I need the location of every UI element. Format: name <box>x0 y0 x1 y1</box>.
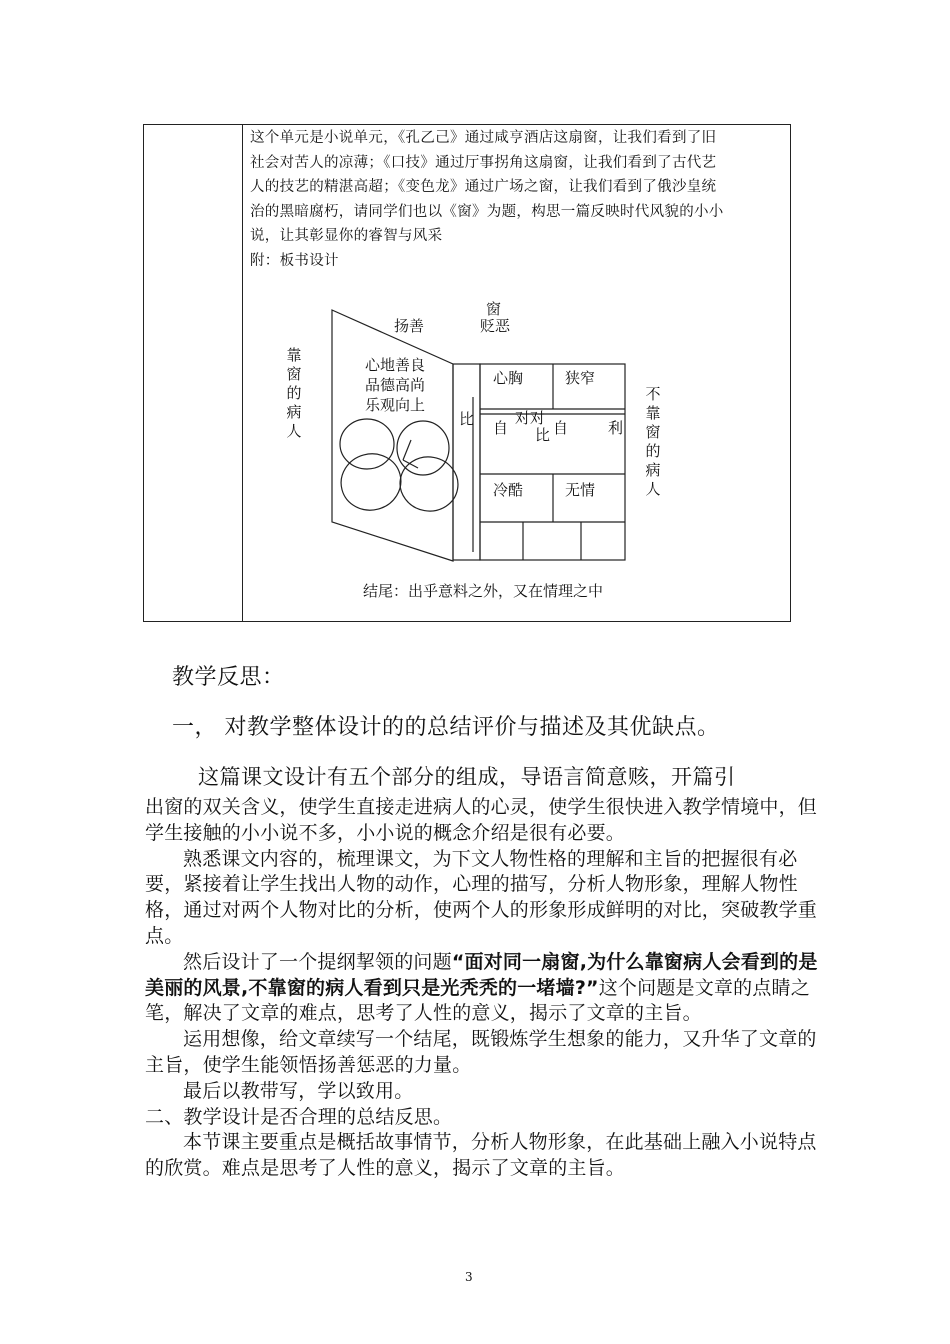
paragraph-3-post: 这个问题是文章的点睛之笔，解决了文章的难点，思考了人性的意义，揭示了文章的主旨。 <box>145 976 810 1025</box>
zi2-label: 自 <box>553 419 569 437</box>
trait-line: 品德高尚 <box>365 376 426 394</box>
table-cell-text <box>250 126 786 274</box>
cell-line: 社会对苦人的凉薄；《口技》通过厅事拐角这扇窗，让我们看到了古代艺 <box>250 154 717 171</box>
promote-good-label: 扬善 <box>394 317 425 335</box>
petal <box>340 419 394 469</box>
paragraph-6: 本节课主要重点是概括故事情节，分析人物形象，在此基础上融入小说特点的欣赏。难点是思考了人性的意义，揭示了文章的主旨。 <box>145 1131 817 1180</box>
paragraph-2: 熟悉课文内容的，梳理课文，为下文人物性格的理解和主旨的把握很有必要，紧接着让学生找出人物的动作，心理的描写，分析人物形象，理解人物性格，通过对两个人物对比的分析，使两个人的形象形成鲜明的对比，突破教学重点。 <box>145 847 818 947</box>
trait-line: 心地善良 <box>365 356 426 374</box>
reflection-heading-1: 一， 对教学整体设计的的总结评价与描述及其优缺点。 <box>172 715 720 740</box>
paragraph-1-rest: 出窗的双关含义，使学生直接走进病人的心灵，使学生很快进入教学情境中，但学生接触的小小说不多，小小说的概念介绍是很有必要。 <box>145 796 818 844</box>
cell-line: 治的黑暗腐朽，请同学们也以《窗》为题，构思一篇反映时代风貌的小小 <box>250 203 724 220</box>
zi1-label: 自 <box>493 419 509 437</box>
reflection-heading-2: 二、教学设计是否合理的总结反思。 <box>145 1105 453 1128</box>
paragraph-5: 最后以教带写，学以致用。 <box>183 1079 414 1102</box>
cell-line: 说，让其彰显你的睿智与风采 <box>250 228 443 245</box>
cell-line: 这个单元是小说单元，《孔乙己》通过咸亨酒店这扇窗，让我们看到了旧 <box>250 130 717 146</box>
condemn-evil-label: 贬恶 <box>480 317 511 335</box>
bi2-label: 比 <box>535 426 551 444</box>
window-label: 窗 <box>486 300 502 318</box>
paragraph-3 <box>145 950 825 1027</box>
paragraph-4: 运用想像，给文章续写一个结尾，既锻炼学生想象的能力，又升华了文章的主旨，使学生能领悟扬善惩恶的力量。 <box>145 1028 817 1076</box>
cell-line: 人的技艺的精湛高超；《变色龙》通过广场之窗，让我们看到了俄沙皇统 <box>250 179 717 196</box>
duibi-label: 对对 <box>515 409 546 427</box>
board-ending: 结尾：出乎意料之外，又在情理之中 <box>363 582 604 600</box>
paragraph-3-pre: 然后设计了一个提纲挈领的问题 <box>183 950 452 973</box>
lengku-label: 冷酷 <box>493 481 524 499</box>
wuqing-label: 无情 <box>565 481 596 499</box>
paragraph-1-first-line: 这篇课文设计有五个部分的组成，导语言简意赅，开篇引 <box>198 765 736 789</box>
cell-line-appendix: 附：板书设计 <box>250 252 339 269</box>
petal <box>397 421 449 475</box>
paragraph-3-question: “面对同一扇窗,为什么靠窗病人会看到的是美丽的风景,不靠窗的病人看到只是光秃秃的一堵墙?” <box>145 950 818 999</box>
bi-label: 比 <box>459 410 475 428</box>
page-number: 3 <box>465 1270 473 1284</box>
window-strip <box>453 364 480 560</box>
board-diagram <box>243 272 791 622</box>
right-patient-vertical-label: 不靠窗的病人 <box>645 385 661 498</box>
reflection-title: 教学反思： <box>172 665 285 690</box>
left-patient-vertical-label: 靠窗的病人 <box>286 346 302 440</box>
xiazhai-label: 狭窄 <box>565 369 596 387</box>
reflection-body <box>145 795 825 1182</box>
petal <box>335 447 407 517</box>
li-label: 利 <box>608 419 624 437</box>
trait-line: 乐观向上 <box>365 396 426 414</box>
xinxiong-label: 心胸 <box>493 369 524 387</box>
